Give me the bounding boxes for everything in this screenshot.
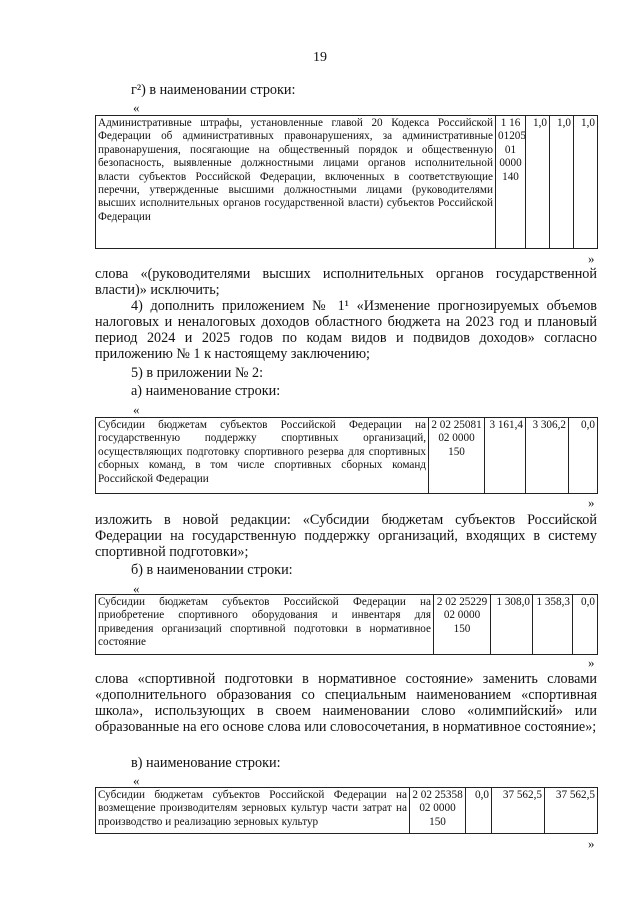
open-quote: «: [133, 773, 140, 788]
table-row-grain-subsidy: [95, 787, 598, 834]
text-replace-words: слова «спортивной подготовки в нормативное состояние» заменить словами «дополнительного образования со специальным наименованием «спортивная школа», использующих в своем наименовании слово «олимпийский» или образованные на его основе слова или словосочетания, в нормативное состояние»;: [95, 671, 597, 735]
text-words-excluded: слова «(руководителями высших исполнительных органов государственной власти)» исключить;: [95, 266, 597, 298]
row-value-2024: 1 358,3: [533, 595, 573, 655]
row-code: 1 16 01205 01 0000 140: [496, 116, 526, 249]
row-value-2024: 37 562,5: [492, 788, 545, 834]
open-quote: «: [133, 100, 140, 115]
table-row-sports-subsidy: [95, 417, 598, 494]
close-quote: »: [588, 655, 595, 670]
open-quote: «: [133, 581, 140, 596]
row-value-2023: 0,0: [466, 788, 492, 834]
row-code: 2 02 25229 02 0000 150: [434, 595, 491, 655]
item-5b: б) в наименовании строки:: [131, 562, 293, 578]
table-row-equipment-subsidy: [95, 594, 598, 655]
text-new-edition: изложить в новой редакции: «Субсидии бюджетам субъектов Российской Федерации на государственную поддержку организаций, входящих в систему спортивной подготовки»;: [95, 512, 597, 560]
row-value-2023: 1 308,0: [491, 595, 533, 655]
row-description: Административные штрафы, установленные главой 20 Кодекса Российской Федерации об административных правонарушениях, за административные правонарушения, посягающие на общественный порядок и общественную безопасность, выявленные должностными лицами органов исполнительной власти субъектов Российской Федерации, включенных в соответствующие перечни, утвержденные высшими должностными лицами (руководителями высших исполнительных органов государственной власти) субъектов Российской Федерации: [96, 116, 496, 249]
row-code: 2 02 25081 02 0000 150: [429, 418, 485, 494]
row-value-2025: 0,0: [573, 595, 598, 655]
row-value-2025: 37 562,5: [545, 788, 598, 834]
item-5: 5) в приложении № 2:: [131, 365, 264, 381]
row-code: 2 02 25358 02 0000 150: [410, 788, 466, 834]
table-row-admin-fines: [95, 115, 598, 249]
page-number: 19: [313, 50, 327, 65]
open-quote: «: [133, 402, 140, 417]
close-quote: »: [588, 251, 595, 266]
row-description: Субсидии бюджетам субъектов Российской Федерации на государственную поддержку спортивных организаций, осуществляющих подготовку спортивного резерва для спортивных сборных команд, в том числе спортивных сборных команд Российской Федерации: [96, 418, 429, 494]
row-value-2025: 1,0: [574, 116, 598, 249]
item-5a: а) наименование строки:: [131, 383, 281, 399]
item-5v: в) наименование строки:: [131, 755, 281, 771]
row-value-2023: 3 161,4: [485, 418, 526, 494]
row-description: Субсидии бюджетам субъектов Российской Федерации на возмещение производителям зерновых культур части затрат на производство и реализацию зерновых культур: [96, 788, 410, 834]
row-value-2025: 0,0: [569, 418, 598, 494]
row-value-2024: 1,0: [550, 116, 574, 249]
row-description: Субсидии бюджетам субъектов Российской Федерации на приобретение спортивного оборудования и инвентаря для приведения организаций спортивной подготовки в нормативное состояние: [96, 595, 434, 655]
item-4: 4) дополнить приложением № 1¹ «Изменение прогнозируемых объемов налоговых и неналоговых доходов областного бюджета на 2023 год и плановый период 2024 и 2025 годов по кодам видов и подвидов доходов» согласно приложению № 1 к настоящему заключению;: [95, 298, 597, 362]
item-g2-heading: г²) в наименовании строки:: [131, 82, 296, 98]
row-value-2023: 1,0: [526, 116, 550, 249]
close-quote: »: [588, 495, 595, 510]
close-quote: »: [588, 836, 595, 851]
row-value-2024: 3 306,2: [526, 418, 569, 494]
